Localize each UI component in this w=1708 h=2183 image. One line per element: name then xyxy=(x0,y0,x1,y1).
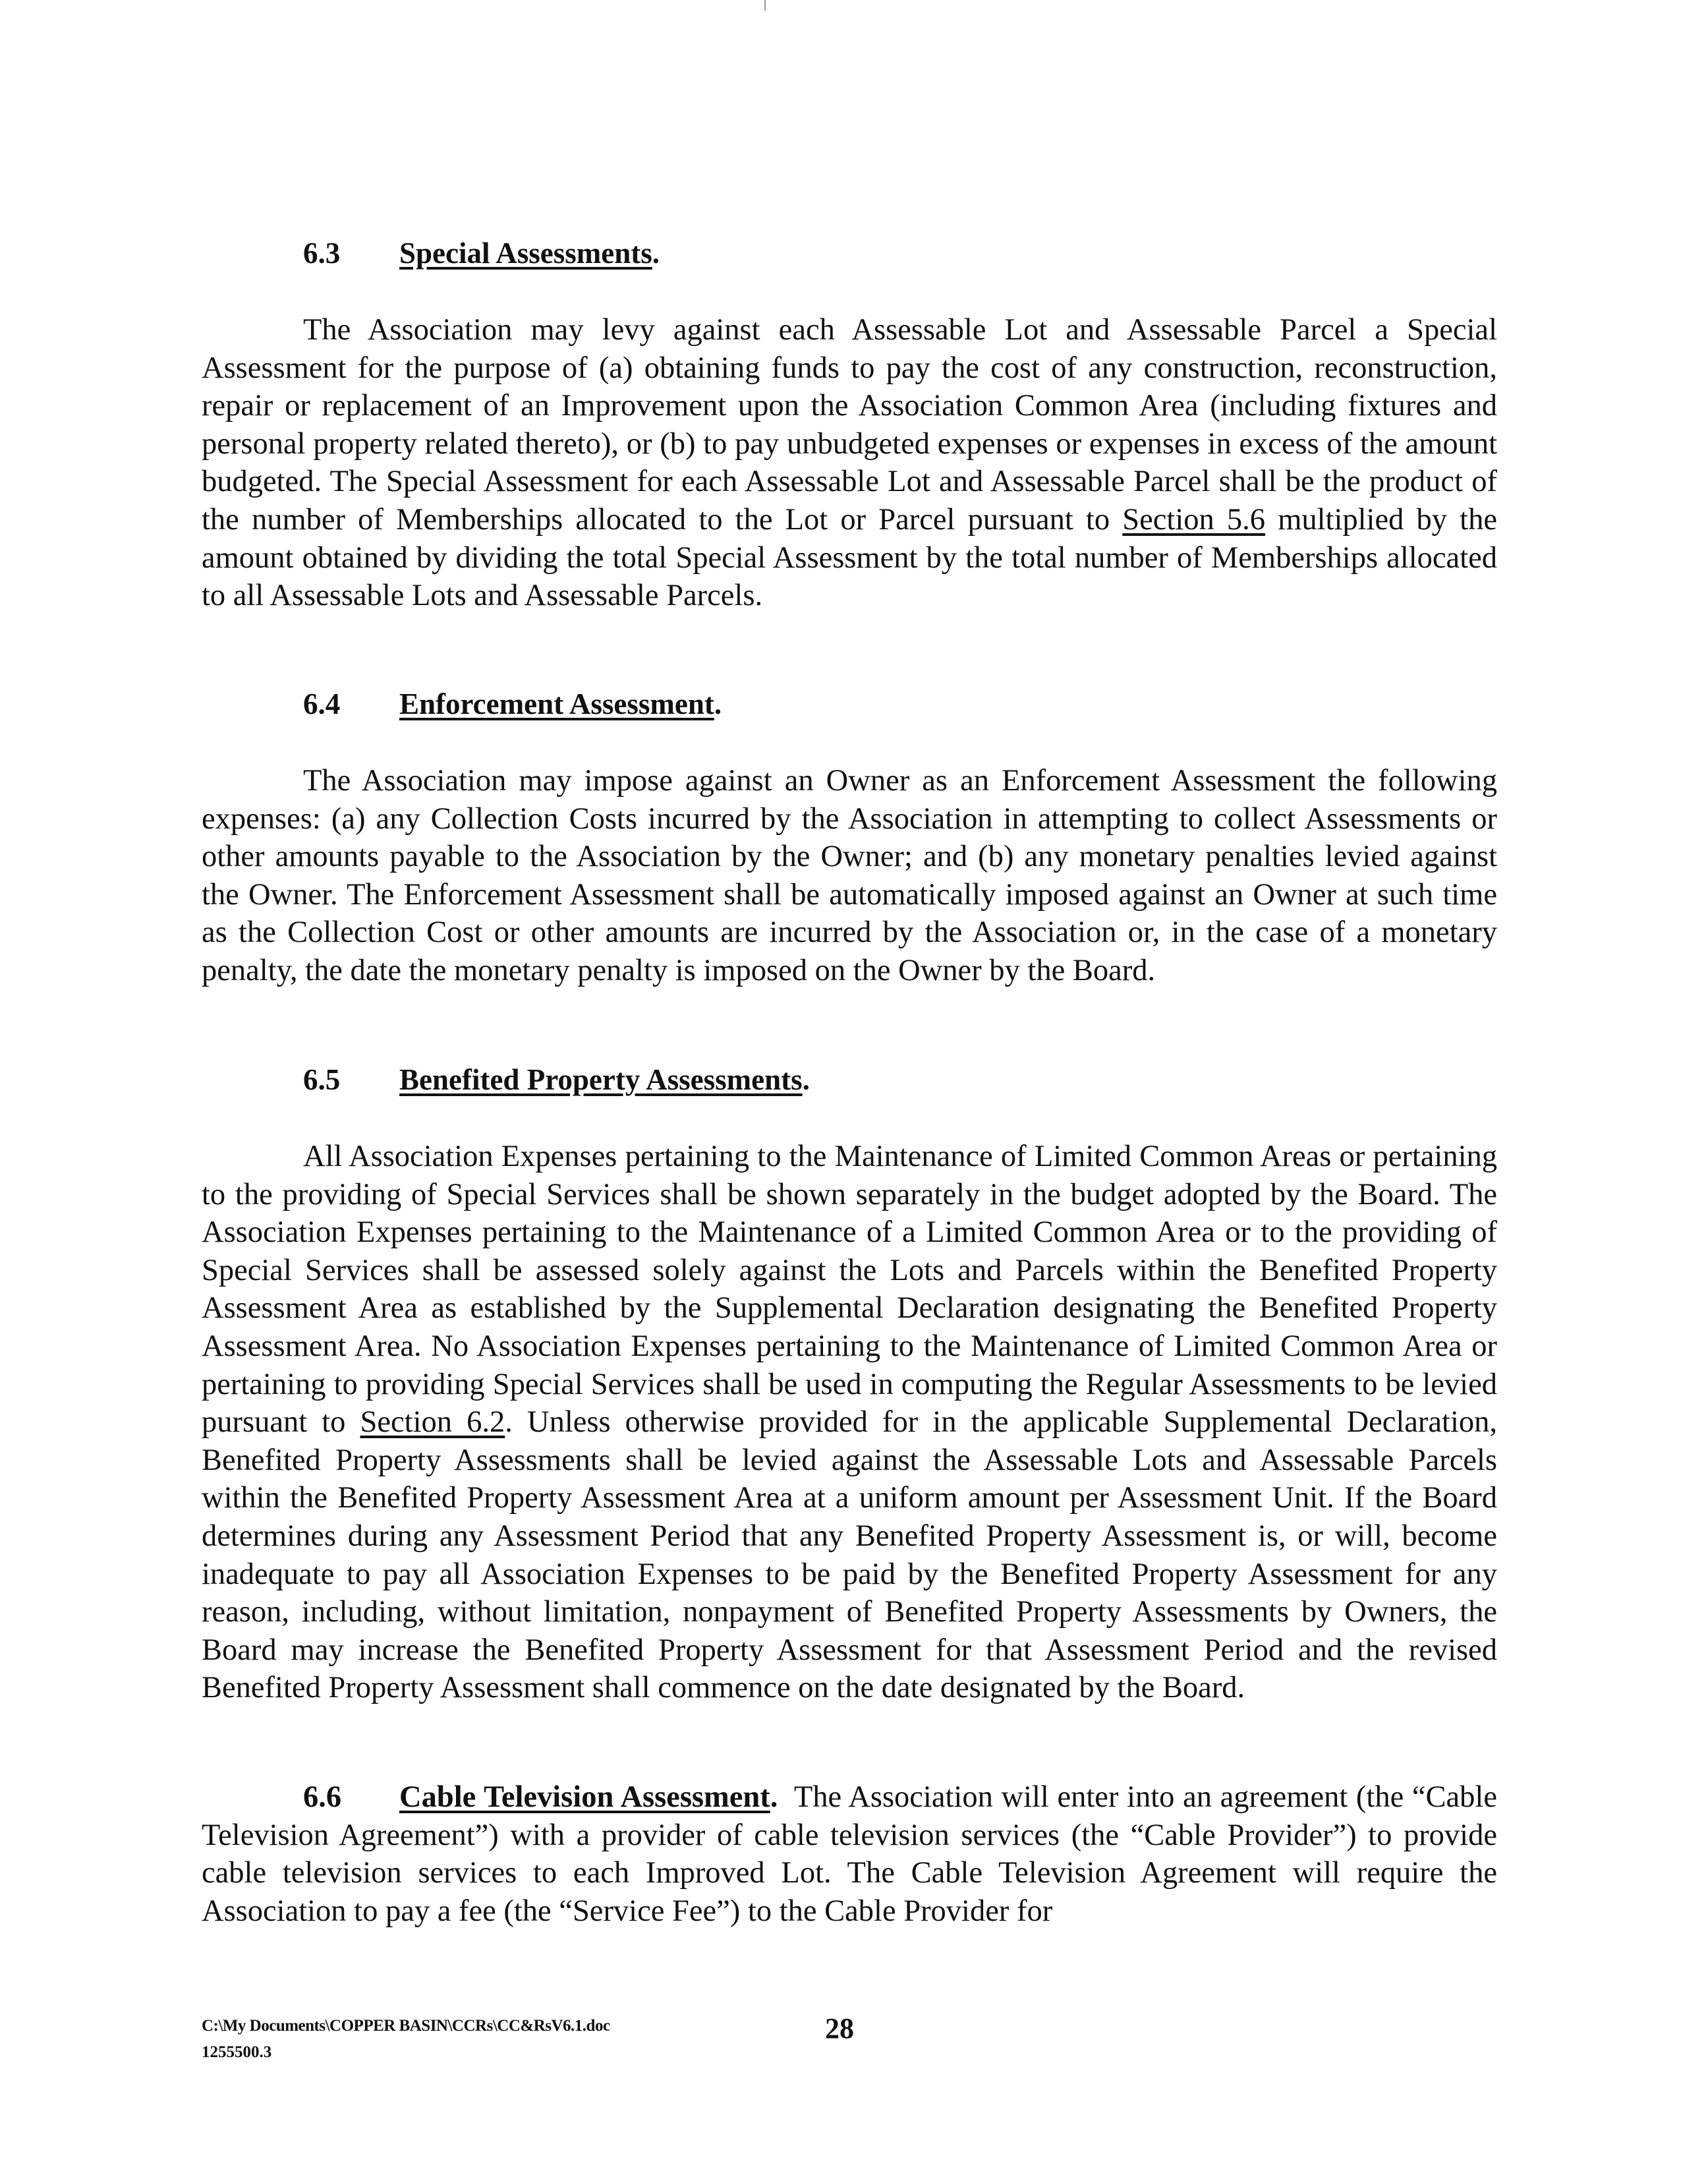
section-reference: Section 6.2 xyxy=(360,1405,505,1440)
page-number: 28 xyxy=(825,2012,854,2045)
section-6-3-heading: 6.3 Special Assessments. xyxy=(303,235,660,272)
section-6-4-body: The Association may impose against an Owner as an Enforcement Assessment the following expenses: (a) any Collection Costs incurred by the Association in attempting to collect Assessments or other amounts payable to the Association by the Owner; and (b) any monetary penalties levied against the Owner. The Enforcement Assessment shall be automatically imposed against an Owner at such time as the Collection Cost or other amounts are incurred by the Association or, in the case of a monetary penalty, the date the monetary penalty is imposed on the Owner by the Board. xyxy=(202,764,1497,987)
section-6-5-body: All Association Expenses pertaining to the Maintenance of Limited Common Areas or pertaining to the providing of Special Services shall be shown separately in the budget adopted by the Board. The Association Expenses pertaining to the Maintenance of a Limited Common Area or to the providing of Special Services shall be assessed solely against the Lots and Parcels within the Benefited Property Assessment Area as established by the Supplemental Declaration designating the Benefited Property Assessment Area. No Association Expenses pertaining to the Maintenance of Limited Common Area or pertaining to providing Special Services shall be used in computing the Regular Assessments to be levied pursuant to Section 6.2. Unless otherwise provided for in the applicable Supplemental Declaration, Benefited Property Assessments shall be levied against the Assessable Lots and Assessable Parcels within the Benefited Property Assessment Area at a uniform amount per Assessment Unit. If the Board determines during any Assessment Period that any Benefited Property Assessment is, or will, become inadequate to pay all Association Expenses to be paid by the Benefited Property Assessment for any reason, including, without limitation, nonpayment of Benefited Property Assessments by Owners, the Board may increase the Benefited Property Assessment for that Assessment Period and the revised Benefited Property Assessment shall commence on the date designated by the Board. xyxy=(202,1140,1497,1705)
section-title: Benefited Property Assessments xyxy=(399,1063,803,1096)
section-number: 6.5 xyxy=(303,1063,341,1096)
footer-file-path: C:\My Documents\COPPER BASIN\CCRs\CC&RsV6.1.doc xyxy=(202,2017,610,2035)
section-6-4-heading: 6.4 Enforcement Assessment. xyxy=(303,685,722,722)
section-6-6-heading: 6.6 Cable Television Assessment. xyxy=(303,1780,778,1814)
scan-mark xyxy=(764,0,766,11)
section-number: 6.4 xyxy=(303,687,341,720)
section-title: Cable Television Assessment xyxy=(399,1780,770,1814)
footer-document-id: 1255500.3 xyxy=(202,2043,272,2061)
section-reference: Section 5.6 xyxy=(1122,502,1266,537)
section-title: Enforcement Assessment xyxy=(399,687,714,720)
section-number: 6.6 xyxy=(303,1780,342,1814)
section-6-5-heading: 6.5 Benefited Property Assessments. xyxy=(303,1061,810,1098)
section-6-6-body: 6.6 Cable Television Assessment. The Association will enter into an agreement (the “Cable Television Agreement”) with a provider of cable television services (the “Cable Provider”) to provide cable television services to each Improved Lot. The Cable Television Agreement will require the Association to pay a fee (the “Service Fee”) to the Cable Provider for xyxy=(202,1778,1497,1930)
section-6-3-body: The Association may levy against each Assessable Lot and Assessable Parcel a Special Assessment for the purpose of (a) obtaining funds to pay the cost of any construction, reconstruction, repair or replacement of an Improvement upon the Association Common Area (including fixtures and personal property related thereto), or (b) to pay unbudgeted expenses or expenses in excess of the amount budgeted. The Special Assessment for each Assessable Lot and Assessable Parcel shall be the product of the number of Memberships allocated to the Lot or Parcel pursuant to Section 5.6 multiplied by the amount obtained by dividing the total Special Assessment by the total number of Memberships allocated to all Assessable Lots and Assessable Parcels. xyxy=(202,313,1497,613)
section-title: Special Assessments xyxy=(399,237,652,270)
section-number: 6.3 xyxy=(303,237,341,270)
